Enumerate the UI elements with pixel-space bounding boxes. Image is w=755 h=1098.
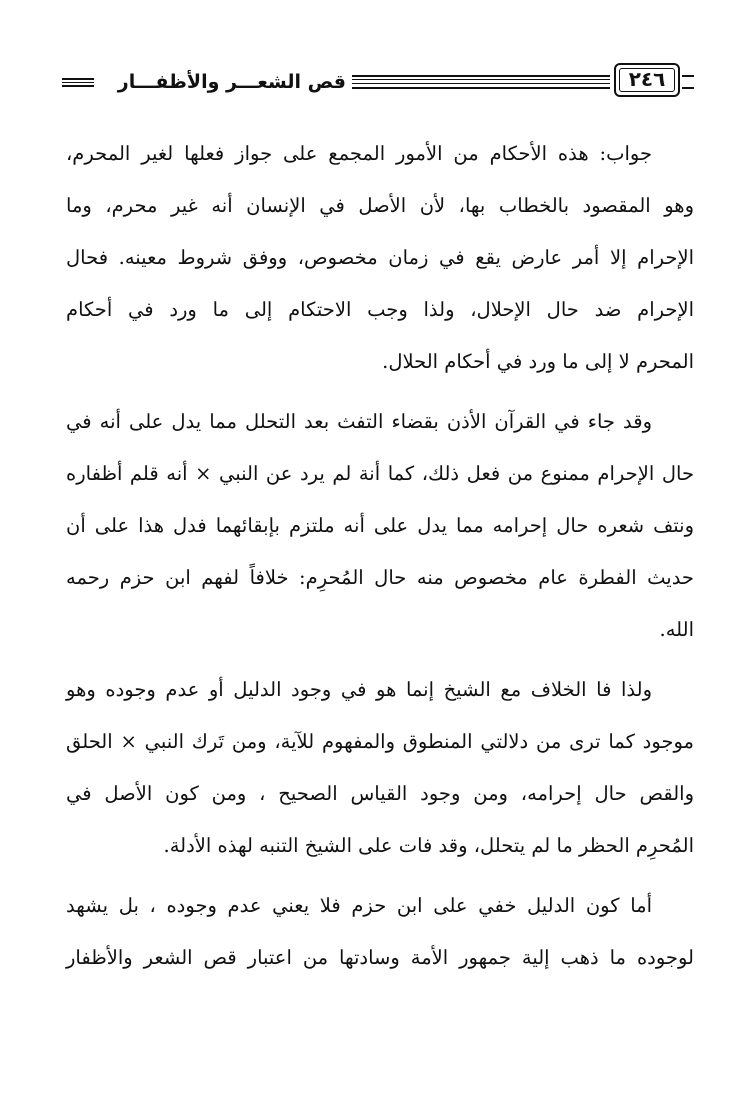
- text-line: موجود كما ترى من دلالتي المنطوق والمفهوم للآية، ومن تَرك النبي × الحلق: [66, 730, 694, 753]
- text-line: الإحرام ضد حال الإحلال، ولذا وجب الاحتكام إلى ما ورد في أحكام: [66, 298, 694, 321]
- text-line: وهو المقصود بالخطاب بها، لأن الأصل في الإنسان أنه غير محرم، وما: [66, 194, 694, 217]
- running-header: [62, 62, 694, 102]
- text-line: المُحرِم الحظر ما لم يتحلل، وقد فات على الشيخ التنبه لهذه الأدلة.: [163, 834, 694, 857]
- text-line: المحرم لا إلى ما ورد في أحكام الحلال.: [382, 350, 694, 373]
- page-number: ٢٤٦: [614, 63, 680, 97]
- page-body: [66, 128, 694, 984]
- paragraph-4: [66, 880, 694, 984]
- text-line: والقص حال إحرامه، ومن وجود القياس الصحيح ، ومن كون الأصل في: [66, 782, 694, 805]
- text-line: لوجوده ما ذهب إلية جمهور الأمة وسادتها من اعتبار قص الشعر والأظفار: [66, 946, 694, 969]
- header-rule-left: [62, 78, 94, 87]
- book-title: قص الشعـــر والأظفـــار: [117, 71, 346, 93]
- text-line: حديث الفطرة عام مخصوص منه حال المُحرِم: خلافاً لفهم ابن حزم رحمه: [66, 566, 694, 589]
- paragraph-3: [66, 664, 694, 872]
- paragraph-2: [66, 396, 694, 656]
- header-rule-tail: [682, 75, 694, 89]
- text-line: الإحرام إلا أمر عارض يقع في زمان مخصوص، ووفق شروط معينه. فحال: [66, 246, 694, 269]
- header-rule-right: [352, 75, 610, 89]
- text-line: الله.: [659, 618, 694, 641]
- text-line: أما كون الدليل خفي على ابن حزم فلا يعني عدم وجوده ، بل يشهد: [66, 894, 652, 917]
- text-line: ونتف شعره حال إحرامه مما يدل على أنه ملتزم بإبقائهما فدل هذا على أن: [66, 514, 694, 537]
- text-line: وقد جاء في القرآن الأذن بقضاء التفث بعد التحلل مما يدل على أنه في: [66, 410, 652, 433]
- text-line: ولذا فا الخلاف مع الشيخ إنما هو في وجود الدليل أو عدم وجوده وهو: [66, 678, 652, 701]
- text-line: جواب: هذه الأحكام من الأمور المجمع على جواز فعلها لغير المحرم،: [66, 142, 652, 165]
- text-line: حال الإحرام ممنوع من فعل ذلك، كما أنة لم يرد عن النبي × أنه قلم أظفاره: [66, 462, 694, 485]
- paragraph-1: [66, 128, 694, 388]
